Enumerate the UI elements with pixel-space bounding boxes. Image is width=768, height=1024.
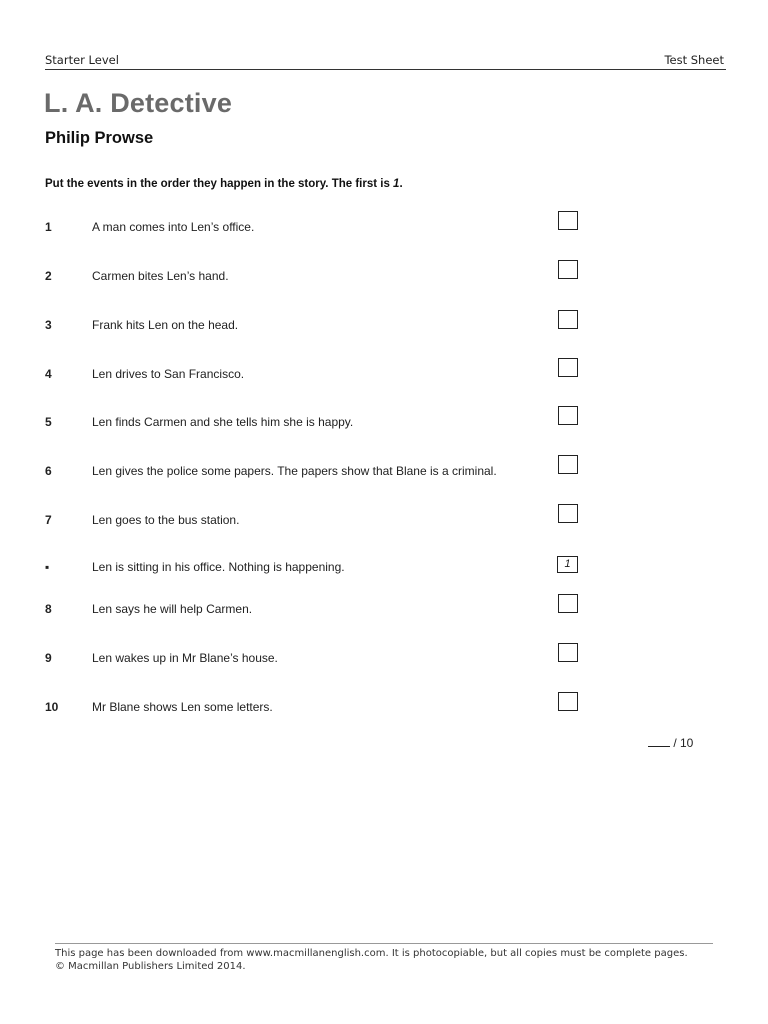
page-footer [55, 943, 713, 973]
author-name: Philip Prowse [45, 129, 154, 147]
item-text: Len is sitting in his office. Nothing is happening. [92, 560, 345, 574]
item-text: Len wakes up in Mr Blane’s house. [92, 651, 278, 665]
item-text: Mr Blane shows Len some letters. [92, 700, 273, 714]
item-text: Len goes to the bus station. [92, 513, 240, 527]
instruction-end: . [399, 178, 403, 190]
answer-box[interactable] [558, 358, 578, 377]
instruction [45, 178, 403, 190]
list-item [45, 700, 585, 720]
instruction-text: Put the events in the order they happen in the story. The first is [45, 178, 394, 190]
item-number: 6 [45, 464, 52, 478]
page-header [45, 53, 726, 70]
answer-box[interactable] [558, 310, 578, 329]
item-text: Carmen bites Len’s hand. [92, 269, 229, 283]
score-blank[interactable] [648, 735, 670, 747]
list-item [45, 464, 585, 484]
item-text: A man comes into Len’s office. [92, 220, 255, 234]
item-number: ▪ [45, 560, 50, 574]
list-item [45, 602, 585, 622]
item-text: Frank hits Len on the head. [92, 318, 239, 332]
item-number: 3 [45, 318, 52, 332]
item-number: 2 [45, 269, 52, 283]
item-number: 8 [45, 602, 52, 616]
answer-box[interactable] [558, 211, 578, 230]
item-number: 7 [45, 513, 52, 527]
item-number: 5 [45, 415, 52, 429]
item-text: Len says he will help Carmen. [92, 602, 253, 616]
item-text: Len finds Carmen and she tells him she is happy. [92, 415, 354, 429]
sheet-label: Test Sheet [664, 53, 724, 67]
answer-box[interactable] [558, 406, 578, 425]
score [648, 735, 693, 750]
item-number: 4 [45, 367, 52, 381]
list-item [45, 560, 585, 580]
instruction-first: 1 [393, 178, 400, 190]
list-item [45, 318, 585, 338]
list-item [45, 269, 585, 289]
item-number: 10 [45, 700, 59, 714]
answer-box[interactable] [558, 455, 578, 474]
list-item [45, 415, 585, 435]
answer-box[interactable] [558, 594, 578, 613]
level-label: Starter Level [45, 53, 119, 67]
answer-box[interactable] [558, 260, 578, 279]
page-title: L. A. Detective [44, 88, 233, 118]
score-total: / 10 [673, 736, 694, 750]
item-number: 9 [45, 651, 52, 665]
list-item [45, 513, 585, 533]
item-number: 1 [45, 220, 52, 234]
footer-line-2: © Macmillan Publishers Limited 2014. [55, 961, 246, 972]
answer-box[interactable] [558, 643, 578, 662]
item-text: Len drives to San Francisco. [92, 367, 245, 381]
list-item [45, 367, 585, 387]
footer-line-1: This page has been downloaded from www.macmillanenglish.com. It is photocopiable, but all copies must be complete pages. [55, 948, 688, 959]
list-item [45, 651, 585, 671]
answer-box[interactable] [558, 504, 578, 523]
item-text: Len gives the police some papers. The papers show that Blane is a criminal. [92, 464, 497, 478]
answer-box[interactable] [558, 692, 578, 711]
answer-box-example: 1 [557, 556, 578, 573]
list-item [45, 220, 585, 240]
